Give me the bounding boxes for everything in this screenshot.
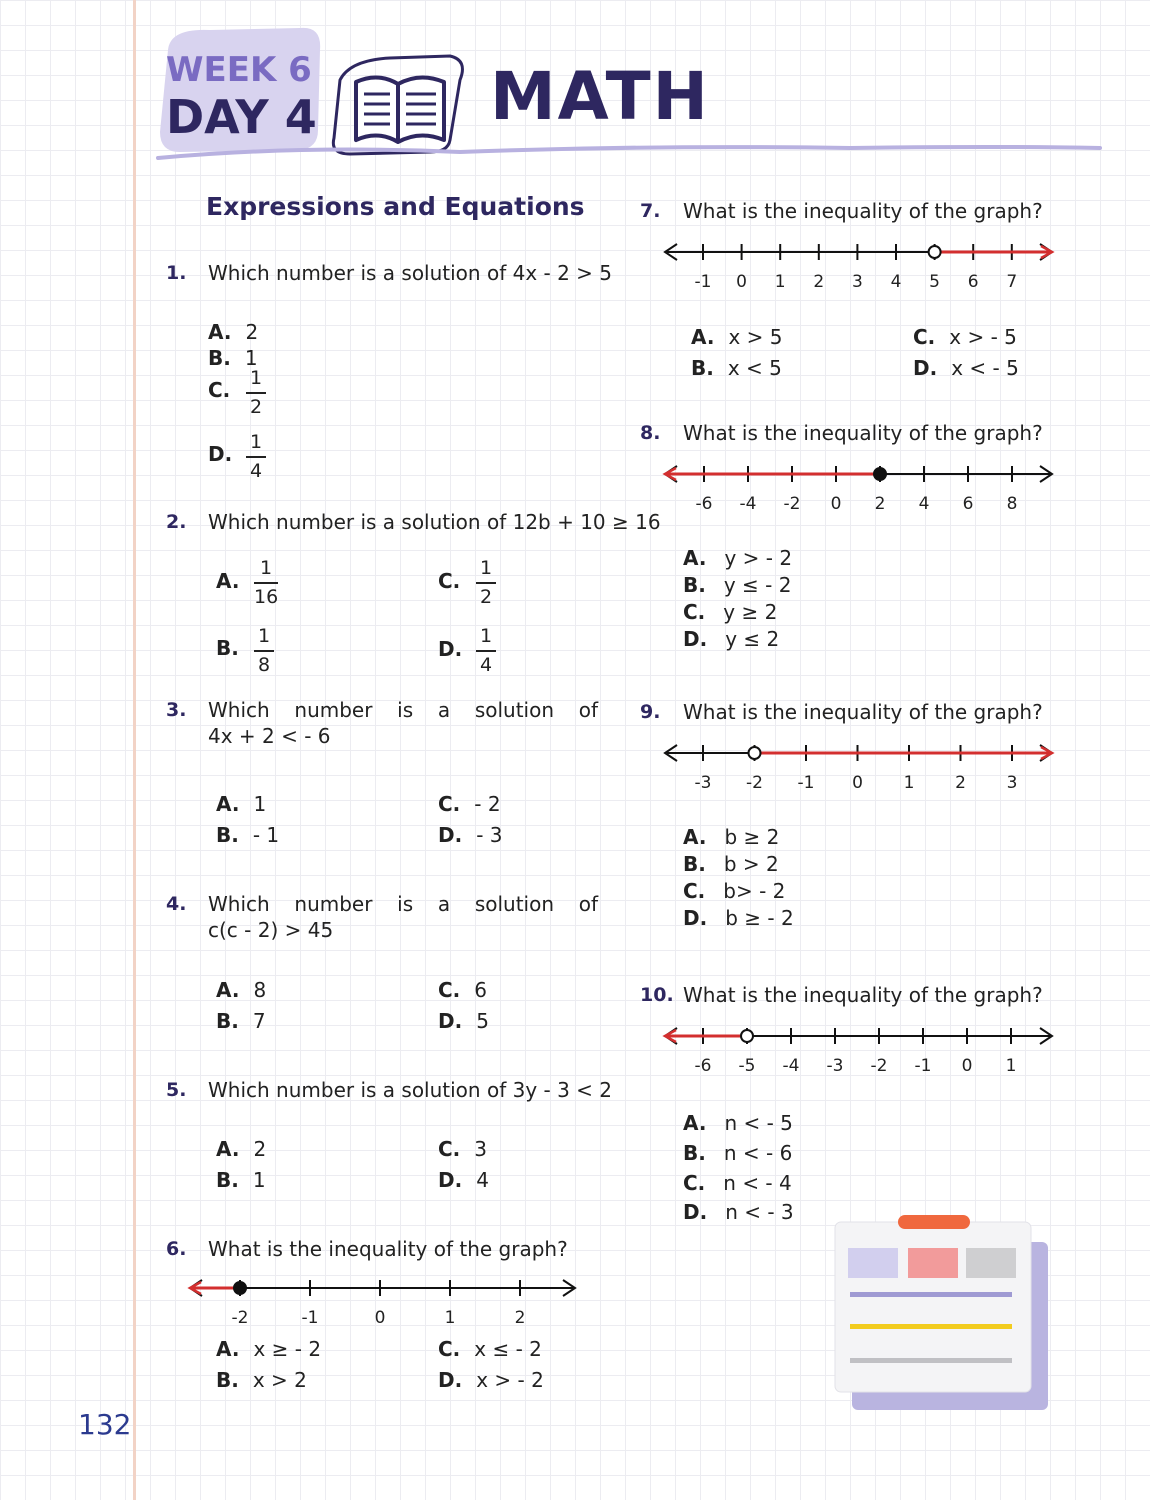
q3-option-a: A. 1 bbox=[216, 792, 267, 816]
q2-number: 2. bbox=[166, 511, 187, 533]
q2-text: Which number is a solution of 12b + 10 ≥ 16 bbox=[208, 510, 661, 534]
q5-option-c: C. 3 bbox=[438, 1137, 488, 1161]
q6-option-c: C. x ≤ - 2 bbox=[438, 1337, 542, 1361]
tick-label: -1 bbox=[694, 272, 712, 292]
q9-number-line bbox=[660, 737, 1060, 797]
q3-text: Which number is a solution of bbox=[208, 698, 598, 722]
tick-label: 2 bbox=[955, 773, 966, 793]
option-letter: B. bbox=[208, 346, 231, 370]
q4-text-line2: c(c - 2) > 45 bbox=[208, 918, 334, 942]
tick-label: 2 bbox=[874, 494, 886, 514]
option-letter: A. bbox=[208, 320, 232, 344]
q3-text-line2: 4x + 2 < - 6 bbox=[208, 724, 331, 748]
q5-option-b: B. 1 bbox=[216, 1168, 266, 1192]
tick-label: 0 bbox=[852, 773, 863, 793]
q10-text: What is the inequality of the graph? bbox=[683, 983, 1043, 1007]
tick-label: 4 bbox=[918, 494, 930, 514]
tick-label: 6 bbox=[967, 272, 979, 292]
q9-number: 9. bbox=[640, 701, 661, 723]
q1-option-d-fraction: 1 4 bbox=[246, 432, 266, 482]
q9-text: What is the inequality of the graph? bbox=[683, 700, 1043, 724]
tick-label: 7 bbox=[1006, 272, 1018, 292]
page-number: 132 bbox=[78, 1408, 132, 1441]
tick-label: 0 bbox=[830, 494, 842, 514]
q7-option-a: A. x > 5 bbox=[691, 325, 783, 349]
q5-option-d: D. 4 bbox=[438, 1168, 489, 1192]
tick-label: -6 bbox=[694, 1056, 712, 1076]
q8-option-d: D. y ≤ 2 bbox=[683, 627, 780, 651]
q7-text: What is the inequality of the graph? bbox=[683, 199, 1043, 223]
q7-option-d: D. x < - 5 bbox=[913, 356, 1019, 380]
q3-number: 3. bbox=[166, 699, 187, 721]
q4-option-d: D. 5 bbox=[438, 1009, 489, 1033]
tick-label: -4 bbox=[739, 494, 757, 514]
q2-option-c-fraction: 1 2 bbox=[476, 558, 496, 608]
q2-option-a-fraction: 1 16 bbox=[254, 557, 279, 608]
tick-label: 2 bbox=[813, 272, 825, 292]
clipboard-illustration bbox=[830, 1212, 1055, 1417]
tick-label: -2 bbox=[783, 494, 801, 514]
q3-option-d: D. - 3 bbox=[438, 823, 503, 847]
q9-option-c: C. b> - 2 bbox=[683, 879, 786, 903]
closed-endpoint bbox=[234, 1282, 246, 1294]
q7-option-c: C. x > - 5 bbox=[913, 325, 1017, 349]
q2-option-d-fraction: 1 4 bbox=[476, 626, 496, 676]
q6-number-line bbox=[185, 1272, 585, 1332]
closed-endpoint bbox=[874, 468, 886, 480]
tick-label: -4 bbox=[782, 1056, 800, 1076]
option-letter: D. bbox=[208, 442, 233, 466]
open-endpoint bbox=[749, 747, 761, 759]
q6-text: What is the inequality of the graph? bbox=[208, 1237, 568, 1261]
tick-label: 2 bbox=[514, 1308, 526, 1328]
q9-option-b: B. b > 2 bbox=[683, 852, 779, 876]
tick-label: -1 bbox=[797, 773, 815, 793]
q2-option-c: C. bbox=[438, 569, 461, 593]
tick-label: 4 bbox=[890, 272, 902, 292]
q4-option-c: C. 6 bbox=[438, 978, 488, 1002]
q7-option-b: B. x < 5 bbox=[691, 356, 782, 380]
q1-text: Which number is a solution of 4x - 2 > 5 bbox=[208, 261, 613, 285]
q8-option-a: A. y > - 2 bbox=[683, 546, 793, 570]
tick-label: 1 bbox=[1005, 1056, 1017, 1076]
q3-option-b: B. - 1 bbox=[216, 823, 280, 847]
q1-option-a bbox=[208, 320, 258, 344]
q1-option-c-fraction: 1 2 bbox=[246, 368, 266, 418]
tick-label: 3 bbox=[851, 272, 863, 292]
q10-option-d: D. n < - 3 bbox=[683, 1200, 794, 1224]
tick-label: 0 bbox=[736, 272, 748, 292]
q10-number: 10. bbox=[640, 984, 674, 1006]
q6-option-a: A. x ≥ - 2 bbox=[216, 1337, 322, 1361]
tick-label: 0 bbox=[961, 1056, 973, 1076]
q5-option-a: A. 2 bbox=[216, 1137, 267, 1161]
q6-number: 6. bbox=[166, 1238, 187, 1260]
page-margin-line bbox=[133, 0, 136, 1500]
q1-number: 1. bbox=[166, 262, 187, 284]
q1-option-d bbox=[208, 442, 246, 466]
tick-label: 1 bbox=[444, 1308, 456, 1328]
q3-option-c: C. - 2 bbox=[438, 792, 501, 816]
q2-option-b: B. bbox=[216, 636, 239, 660]
tick-label: -2 bbox=[231, 1308, 249, 1328]
q4-number: 4. bbox=[166, 893, 187, 915]
open-endpoint bbox=[741, 1030, 753, 1042]
q8-number-line bbox=[660, 458, 1060, 520]
tick-label: 5 bbox=[929, 272, 941, 292]
q10-option-c: C. n < - 4 bbox=[683, 1171, 792, 1195]
q6-option-b: B. x > 2 bbox=[216, 1368, 307, 1392]
tick-label: 3 bbox=[1006, 773, 1018, 793]
q10-number-line bbox=[660, 1020, 1060, 1082]
q9-option-a: A. b ≥ 2 bbox=[683, 825, 780, 849]
q4-option-b: B. 7 bbox=[216, 1009, 266, 1033]
tick-label: -2 bbox=[870, 1056, 888, 1076]
tick-label: -3 bbox=[694, 773, 712, 793]
tick-label: -1 bbox=[301, 1308, 319, 1328]
tick-label: 1 bbox=[903, 773, 915, 793]
q8-text: What is the inequality of the graph? bbox=[683, 421, 1043, 445]
tick-label: -5 bbox=[738, 1056, 756, 1076]
q5-text: Which number is a solution of 3y - 3 < 2 bbox=[208, 1078, 613, 1102]
q8-number: 8. bbox=[640, 422, 661, 444]
q7-number: 7. bbox=[640, 200, 661, 222]
q8-option-c: C. y ≥ 2 bbox=[683, 600, 778, 624]
q6-option-d: D. x > - 2 bbox=[438, 1368, 544, 1392]
q7-number-line bbox=[660, 236, 1060, 296]
option-value: 1 bbox=[244, 346, 258, 370]
q4-text: Which number is a solution of bbox=[208, 892, 598, 916]
tick-label: -6 bbox=[695, 494, 713, 514]
tick-label: -2 bbox=[746, 773, 763, 793]
tick-label: 0 bbox=[374, 1308, 386, 1328]
q10-option-b: B. n < - 6 bbox=[683, 1141, 793, 1165]
subject-title: MATH bbox=[490, 58, 710, 135]
q2-option-b-fraction: 1 8 bbox=[254, 626, 274, 676]
section-title: Expressions and Equations bbox=[206, 192, 585, 221]
q4-option-a: A. 8 bbox=[216, 978, 267, 1002]
tick-label: -1 bbox=[914, 1056, 932, 1076]
option-letter: C. bbox=[208, 378, 231, 402]
week-label: WEEK 6 bbox=[166, 50, 312, 90]
tick-label: 1 bbox=[774, 272, 786, 292]
option-value: 2 bbox=[245, 320, 259, 344]
q1-option-c bbox=[208, 378, 244, 402]
q9-option-d: D. b ≥ - 2 bbox=[683, 906, 794, 930]
open-endpoint bbox=[929, 246, 941, 258]
tick-label: 8 bbox=[1006, 494, 1018, 514]
q2-option-d: D. bbox=[438, 637, 463, 661]
q2-option-a: A. bbox=[216, 569, 240, 593]
q10-option-a: A. n < - 5 bbox=[683, 1111, 793, 1135]
day-label: DAY 4 bbox=[166, 90, 317, 144]
tick-label: -3 bbox=[826, 1056, 844, 1076]
q8-option-b: B. y ≤ - 2 bbox=[683, 573, 792, 597]
q5-number: 5. bbox=[166, 1079, 187, 1101]
tick-label: 6 bbox=[962, 494, 974, 514]
open-book-icon bbox=[350, 70, 450, 150]
